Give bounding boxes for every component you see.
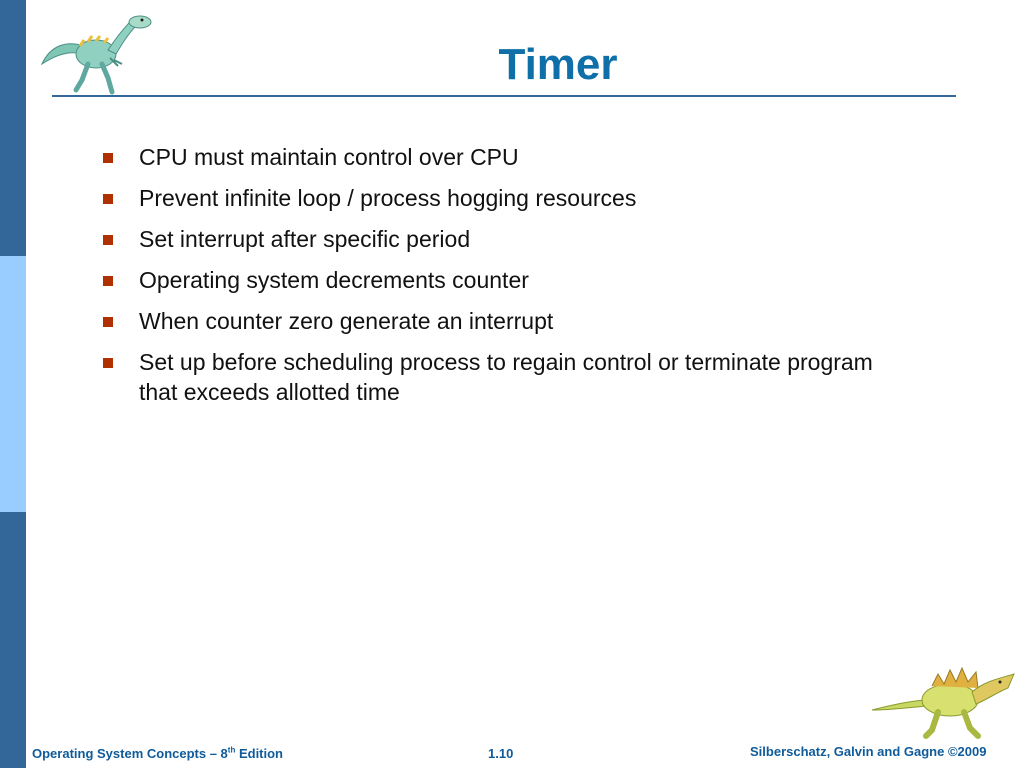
footer-page-number: 1.10	[488, 746, 514, 761]
bullet-text: Set interrupt after specific period	[139, 226, 471, 252]
square-bullet-icon	[103, 194, 113, 204]
footer-authors: Silberschatz, Galvin and Gagne ©2009	[750, 744, 987, 759]
square-bullet-icon	[103, 235, 113, 245]
sidebar-band-bottom	[0, 512, 26, 768]
bullet-text: CPU must maintain control over CPU	[139, 144, 519, 170]
list-item	[100, 306, 900, 336]
list-item	[100, 224, 900, 254]
bullet-text: Prevent infinite loop / process hogging resources	[139, 185, 637, 211]
square-bullet-icon	[103, 276, 113, 286]
square-bullet-icon	[103, 317, 113, 327]
sidebar-band-middle	[0, 256, 26, 512]
list-item	[100, 142, 900, 172]
square-bullet-icon	[103, 153, 113, 163]
bullet-text: Set up before scheduling process to regain control or terminate program that exceeds allotted time	[139, 349, 873, 405]
bullet-list	[100, 142, 900, 418]
slide-title: Timer	[498, 40, 618, 89]
bullet-text: Operating system decrements counter	[139, 267, 529, 293]
list-item	[100, 265, 900, 295]
bullet-text: When counter zero generate an interrupt	[139, 308, 554, 334]
dinosaur-icon	[868, 660, 1018, 740]
list-item	[100, 183, 900, 213]
title-divider	[52, 95, 956, 97]
square-bullet-icon	[103, 358, 113, 368]
dinosaur-icon	[36, 6, 158, 96]
list-item	[100, 347, 900, 407]
sidebar-band-top	[0, 0, 26, 256]
footer-book-title: Operating System Concepts – 8th Edition	[32, 745, 284, 761]
